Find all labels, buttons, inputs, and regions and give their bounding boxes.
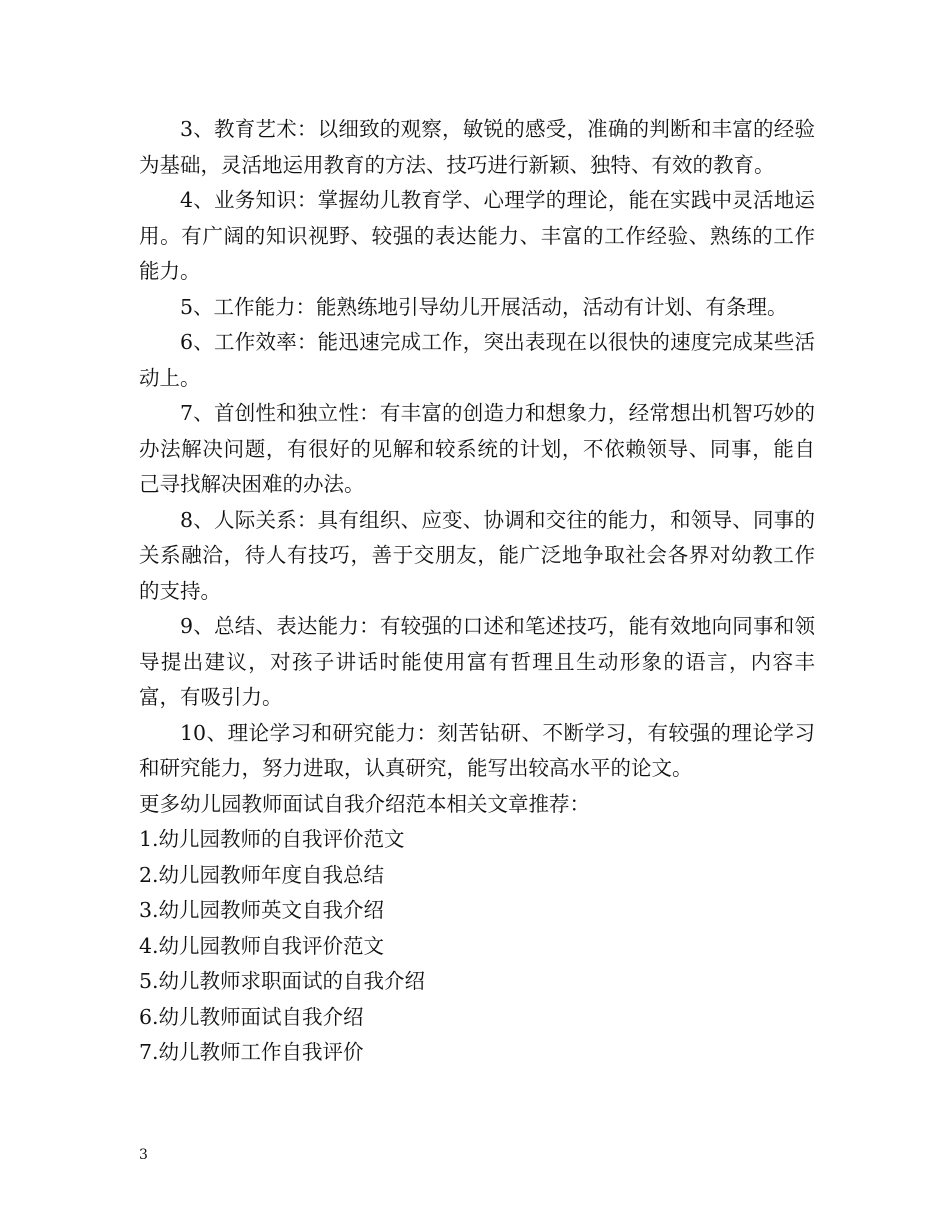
related-article-link[interactable]: 5.幼儿教师求职面试的自我介绍 — [139, 969, 426, 993]
related-article-link[interactable]: 7.幼儿教师工作自我评价 — [139, 1040, 364, 1064]
related-articles-heading: 更多幼儿园教师面试自我介绍范本相关文章推荐： — [139, 791, 590, 816]
paragraph-work-efficiency: 6、工作效率：能迅速完成工作，突出表现在以很快的速度完成某些活动上。 — [139, 330, 815, 390]
document-body — [139, 112, 815, 1071]
paragraph-professional-knowledge: 4、业务知识：掌握幼儿教育学、心理学的理论，能在实践中灵活地运用。有广阔的知识视野、较强的表达能力、丰富的工作经验、熟练的工作能力。 — [139, 188, 815, 283]
paragraph-work-ability: 5、工作能力：能熟练地引导幼儿开展活动，活动有计划、有条理。 — [180, 294, 788, 319]
paragraph-interpersonal: 8、人际关系：具有组织、应变、协调和交往的能力，和领导、同事的关系融洽，待人有技巧，善于交朋友，能广泛地争取社会各界对幼教工作的支持。 — [139, 507, 815, 603]
related-articles-list — [139, 822, 815, 1071]
paragraph-expression: 9、总结、表达能力：有较强的口述和笔述技巧，能有效地向同事和领导提出建议，对孩子讲话时能使用富有哲理且生动形象的语言，内容丰富，有吸引力。 — [139, 614, 815, 709]
paragraph-education-art: 3、教育艺术：以细致的观察，敏锐的感受，准确的判断和丰富的经验为基础，灵活地运用教育的方法、技巧进行新颖、独特、有效的教育。 — [139, 117, 815, 177]
page-number: 3 — [139, 1147, 148, 1163]
related-article-link[interactable]: 4.幼儿园教师自我评价范文 — [139, 933, 385, 958]
paragraph-research: 10、理论学习和研究能力：刻苦钻研、不断学习，有较强的理论学习和研究能力，努力进取，认真研究，能写出较高水平的论文。 — [139, 720, 815, 780]
related-article-link[interactable]: 1.幼儿园教师的自我评价范文 — [139, 827, 405, 851]
related-article-link[interactable]: 2.幼儿园教师年度自我总结 — [139, 862, 385, 887]
paragraph-creativity: 7、首创性和独立性：有丰富的创造力和想象力，经常想出机智巧妙的办法解决问题，有很好的见解和较系统的计划，不依赖领导、同事，能自己寻找解决困难的办法。 — [139, 401, 815, 496]
related-article-link[interactable]: 3.幼儿园教师英文自我介绍 — [139, 898, 385, 922]
related-article-link[interactable]: 6.幼儿教师面试自我介绍 — [139, 1004, 364, 1029]
